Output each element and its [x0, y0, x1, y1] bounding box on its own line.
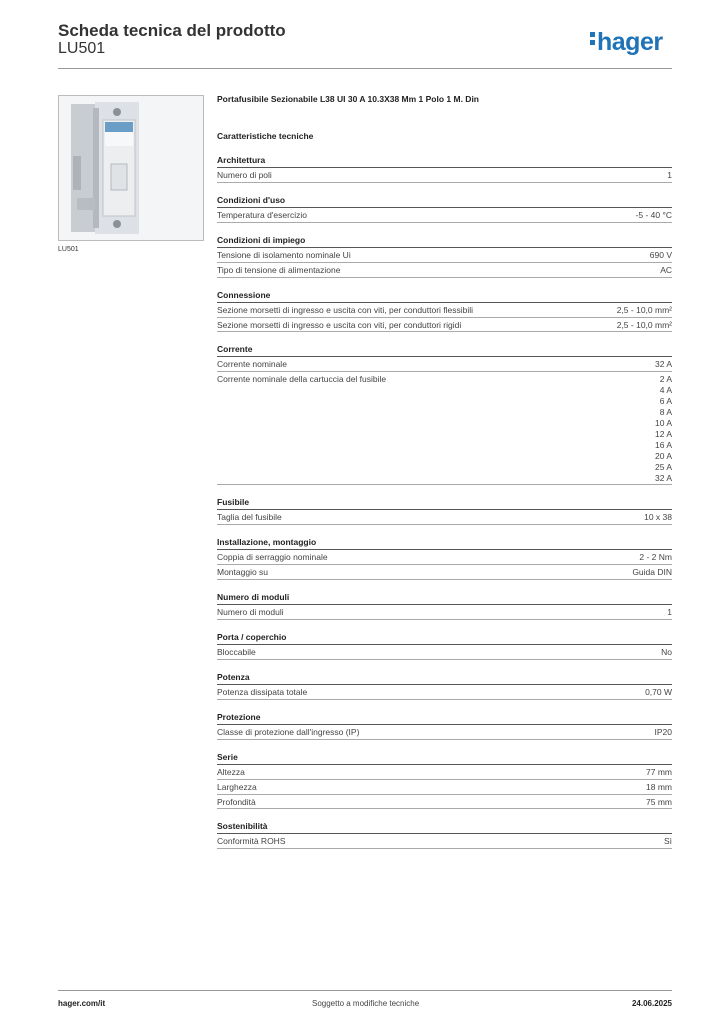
spec-row	[217, 357, 672, 372]
spec-value-line: 32 A	[654, 359, 672, 370]
spec-value	[655, 374, 672, 483]
spec-value-line: 25 A	[654, 461, 672, 472]
spec-section	[217, 752, 672, 810]
spec-value	[636, 210, 672, 221]
spec-row	[217, 795, 672, 810]
spec-content	[217, 94, 672, 861]
spec-value-line: 1	[667, 170, 672, 180]
spec-row	[217, 765, 672, 780]
spec-row	[217, 550, 672, 565]
spec-value	[645, 687, 672, 698]
spec-row	[217, 725, 672, 740]
spec-label: Tensione di isolamento nominale Ui	[217, 249, 351, 260]
spec-value-line: 75 mm	[646, 796, 672, 807]
spec-row	[217, 565, 672, 580]
spec-row	[217, 685, 672, 700]
spec-label: Taglia del fusibile	[217, 512, 282, 523]
section-title: Protezione	[217, 712, 672, 725]
spec-section	[217, 821, 672, 849]
spec-value-line: 4 A	[659, 385, 672, 396]
spec-label: Classe di protezione dall'ingresso (IP)	[217, 726, 360, 737]
spec-label: Temperatura d'esercizio	[217, 209, 307, 220]
spec-row	[217, 263, 672, 278]
spec-section	[217, 712, 672, 740]
spec-row	[217, 605, 672, 620]
spec-section	[217, 344, 672, 485]
spec-row	[217, 834, 672, 849]
spec-value-line: Sì	[663, 836, 672, 847]
spec-row	[217, 248, 672, 263]
spec-label: Numero di moduli	[217, 607, 284, 618]
hager-logo[interactable]	[590, 28, 663, 57]
footer-divider	[58, 990, 672, 991]
section-title: Sostenibilità	[217, 821, 672, 834]
spec-value-line: AC	[660, 264, 672, 275]
section-title: Corrente	[217, 344, 672, 357]
spec-value	[655, 359, 672, 370]
spec-value-line: Guida DIN	[632, 567, 672, 578]
footer-notice: Soggetto a modifiche tecniche	[312, 999, 420, 1008]
spec-label: Profondità	[217, 796, 256, 807]
section-title: Porta / coperchio	[217, 632, 672, 645]
spec-label: Montaggio su	[217, 567, 269, 578]
section-title: Numero di moduli	[217, 592, 672, 605]
spec-value-line: 77 mm	[646, 766, 672, 777]
characteristics-title: Caratteristiche tecniche	[217, 131, 314, 141]
footer-date: 24.06.2025	[631, 999, 672, 1008]
spec-value-line: 16 A	[654, 439, 672, 450]
product-name: Portafusibile Sezionabile L38 UI 30 A 10.3X38 Mm 1 Polo 1 M. Din	[217, 94, 480, 104]
spec-label: Numero di poli	[217, 170, 272, 180]
spec-label: Corrente nominale della cartuccia del fusibile	[217, 374, 387, 385]
spec-row	[217, 645, 672, 660]
spec-sections	[217, 155, 672, 849]
spec-row	[217, 318, 672, 333]
spec-label: Coppia di serraggio nominale	[217, 552, 328, 563]
spec-value-line: 1	[667, 607, 672, 618]
spec-value	[661, 647, 672, 658]
spec-label: Altezza	[217, 766, 245, 777]
page-title: Scheda tecnica del prodotto	[58, 21, 286, 40]
spec-section	[217, 235, 672, 278]
section-title: Connessione	[217, 290, 672, 303]
section-title: Condizioni d'uso	[217, 195, 672, 208]
spec-value	[655, 727, 673, 738]
spec-value	[639, 552, 672, 563]
spec-value	[646, 782, 672, 793]
spec-section	[217, 592, 672, 620]
spec-value-line: 8 A	[659, 407, 672, 418]
spec-label: Bloccabile	[217, 647, 256, 658]
spec-label: Conformità ROHS	[217, 836, 286, 847]
spec-label: Sezione morsetti di ingresso e uscita con viti, per conduttori rigidi	[217, 319, 462, 330]
section-title: Fusibile	[217, 497, 672, 510]
spec-value	[667, 607, 672, 618]
spec-value	[646, 797, 672, 808]
spec-value-line: 2,5 - 10,0 mm²	[616, 319, 672, 330]
spec-value-line: No	[661, 647, 672, 658]
footer-website-link[interactable]: hager.com/it	[58, 999, 106, 1008]
spec-value-line: 18 mm	[646, 781, 672, 792]
spec-row	[217, 510, 672, 525]
spec-value-line: 20 A	[654, 450, 672, 461]
product-code: LU501	[58, 40, 106, 57]
product-image	[58, 95, 204, 241]
spec-section	[217, 290, 672, 333]
spec-value	[660, 265, 672, 276]
spec-section	[217, 672, 672, 700]
spec-value-line: 10 x 38	[644, 512, 672, 523]
spec-value-line: 32 A	[654, 472, 672, 483]
spec-value-line: 6 A	[659, 396, 672, 407]
spec-row	[217, 780, 672, 795]
fuse-holder-icon	[59, 96, 203, 240]
section-title: Serie	[217, 752, 672, 765]
spec-value-line: 690 V	[649, 249, 672, 260]
spec-section	[217, 155, 672, 183]
spec-value	[667, 170, 672, 181]
spec-section	[217, 195, 672, 223]
spec-value-line: IP20	[654, 726, 672, 737]
logo-text: hager	[597, 28, 663, 56]
spec-row	[217, 303, 672, 318]
section-title: Installazione, montaggio	[217, 537, 672, 550]
spec-label: Corrente nominale	[217, 359, 287, 370]
spec-section	[217, 497, 672, 525]
image-caption: LU501	[58, 246, 79, 253]
spec-value-line: 2,5 - 10,0 mm²	[616, 304, 672, 315]
spec-label: Potenza dissipata totale	[217, 686, 308, 697]
spec-value-line: 0,70 W	[645, 686, 672, 697]
section-title: Architettura	[217, 155, 672, 168]
spec-value-line: 10 A	[654, 417, 672, 428]
spec-value	[646, 767, 672, 778]
section-title: Condizioni di impiego	[217, 235, 672, 248]
spec-value	[617, 320, 672, 331]
spec-value	[632, 567, 672, 578]
spec-value-line: 12 A	[654, 428, 672, 439]
logo-dots-icon	[590, 29, 597, 48]
spec-value	[644, 512, 672, 523]
spec-row	[217, 208, 672, 223]
spec-section	[217, 537, 672, 580]
spec-row	[217, 168, 672, 183]
spec-value	[650, 250, 672, 261]
section-title: Potenza	[217, 672, 672, 685]
spec-section	[217, 632, 672, 660]
spec-value	[664, 836, 672, 847]
spec-value-line: -5 - 40 °C	[635, 209, 672, 220]
spec-label: Larghezza	[217, 781, 257, 792]
spec-value-line: 2 A	[659, 374, 672, 385]
spec-value-line: 2 - 2 Nm	[639, 552, 672, 563]
spec-row	[217, 372, 672, 485]
header-divider	[58, 68, 672, 69]
spec-value	[617, 305, 672, 316]
spec-label: Tipo di tensione di alimentazione	[217, 264, 341, 275]
spec-label: Sezione morsetti di ingresso e uscita con viti, per conduttori flessibili	[217, 304, 474, 315]
